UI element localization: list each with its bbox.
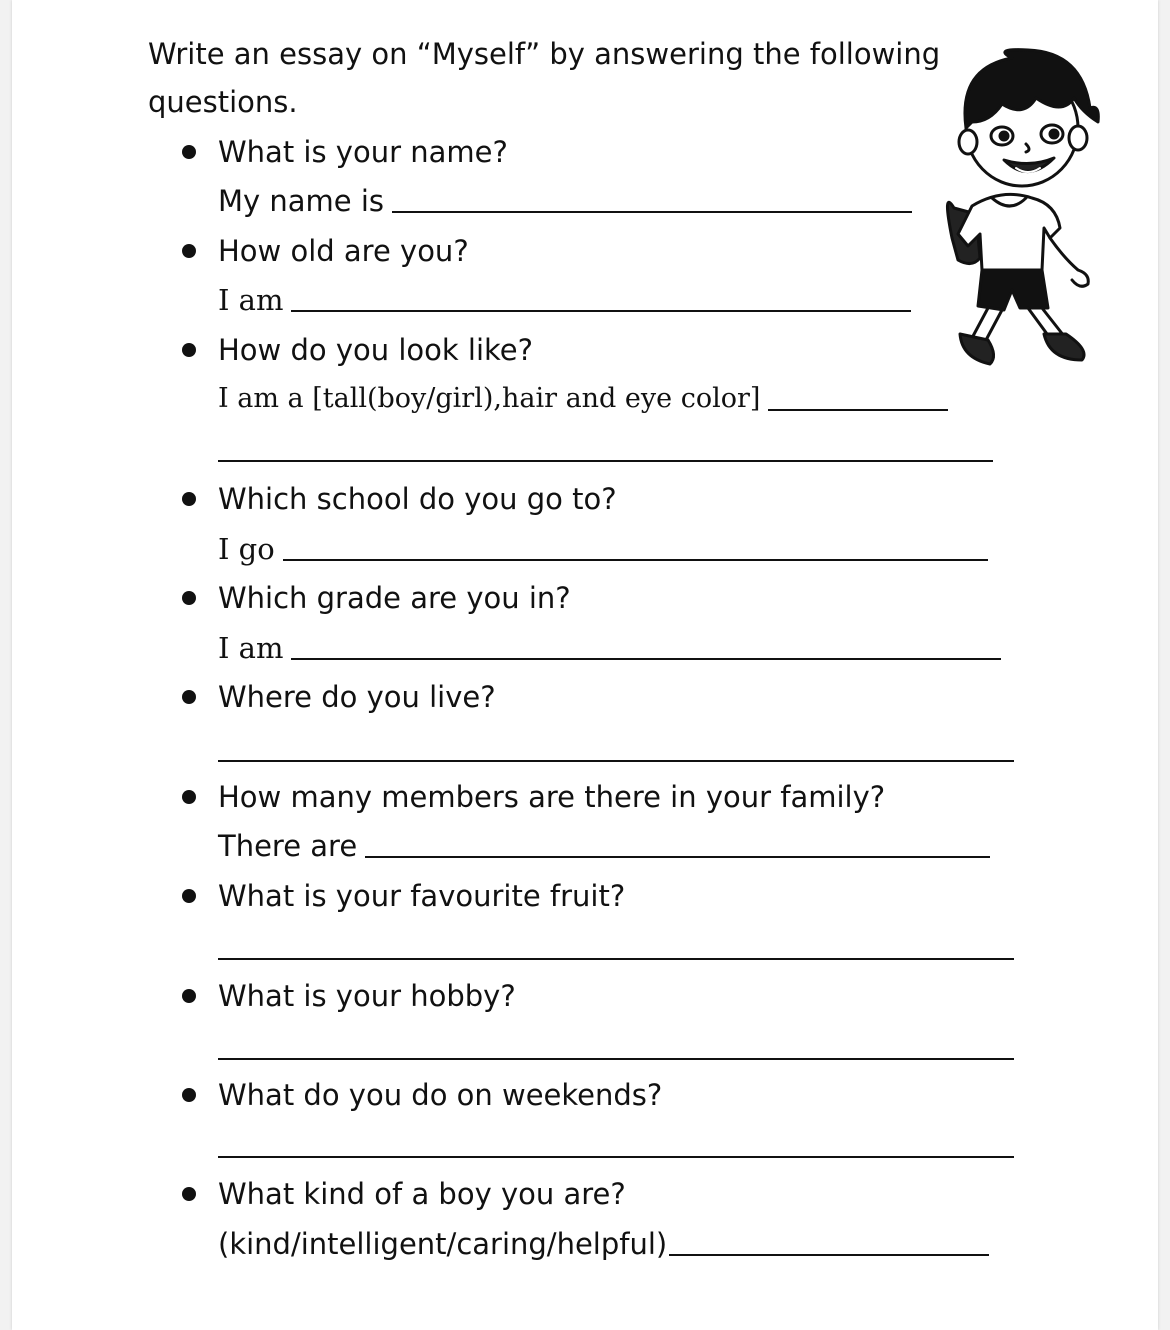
question-1: What is your name? bbox=[218, 135, 508, 169]
bullet-icon bbox=[182, 1088, 196, 1102]
answer-line-10[interactable] bbox=[218, 1156, 1014, 1158]
boy-with-backpack-icon bbox=[932, 38, 1112, 378]
instruction-text: Write an essay on “Myself” by answering the following questions. bbox=[148, 37, 941, 119]
answer-row-4 bbox=[218, 531, 988, 567]
answer-line-8[interactable] bbox=[218, 958, 1014, 960]
question-3: How do you look like? bbox=[218, 333, 534, 367]
answer-prompt-5: I am bbox=[218, 631, 284, 665]
answer-row-1 bbox=[218, 183, 912, 219]
answer-blank-5[interactable] bbox=[291, 657, 1001, 660]
answer-blank-3[interactable] bbox=[768, 408, 948, 411]
answer-blank-11[interactable] bbox=[669, 1253, 989, 1256]
answer-row-7 bbox=[218, 828, 990, 864]
bullet-icon bbox=[182, 790, 196, 804]
answer-prompt-1: My name is bbox=[218, 184, 385, 218]
question-11: What kind of a boy you are? bbox=[218, 1177, 626, 1211]
bullet-icon bbox=[182, 889, 196, 903]
question-5: Which grade are you in? bbox=[218, 581, 571, 615]
answer-prompt-11: (kind/intelligent/caring/helpful) bbox=[218, 1227, 668, 1261]
bullet-icon bbox=[182, 591, 196, 605]
answer-prompt-7: There are bbox=[218, 829, 358, 863]
question-7: How many members are there in your family? bbox=[218, 780, 886, 814]
answer-row-2 bbox=[218, 282, 911, 318]
answer-blank-1[interactable] bbox=[392, 210, 912, 213]
answer-prompt-3: I am a [tall(boy/girl),hair and eye color] bbox=[218, 383, 761, 414]
answer-prompt-2: I am bbox=[218, 283, 284, 317]
bullet-icon bbox=[182, 343, 196, 357]
question-8: What is your favourite fruit? bbox=[218, 879, 626, 913]
answer-line-3b[interactable] bbox=[218, 460, 993, 462]
bullet-icon bbox=[182, 690, 196, 704]
question-2: How old are you? bbox=[218, 234, 469, 268]
answer-row-5 bbox=[218, 630, 1001, 666]
answer-line-6[interactable] bbox=[218, 760, 1014, 762]
question-10: What do you do on weekends? bbox=[218, 1078, 663, 1112]
answer-blank-4[interactable] bbox=[283, 558, 988, 561]
bullet-icon bbox=[182, 989, 196, 1003]
bullet-icon bbox=[182, 145, 196, 159]
question-9: What is your hobby? bbox=[218, 979, 516, 1013]
answer-blank-2[interactable] bbox=[291, 309, 911, 312]
answer-row-3 bbox=[218, 381, 948, 417]
answer-prompt-4: I go bbox=[218, 532, 275, 566]
question-6: Where do you live? bbox=[218, 680, 496, 714]
answer-row-11 bbox=[218, 1226, 989, 1262]
bullet-icon bbox=[182, 492, 196, 506]
bullet-icon bbox=[182, 244, 196, 258]
bullet-icon bbox=[182, 1187, 196, 1201]
answer-blank-7[interactable] bbox=[365, 855, 990, 858]
worksheet-page bbox=[12, 0, 1158, 1330]
question-4: Which school do you go to? bbox=[218, 482, 617, 516]
answer-line-9[interactable] bbox=[218, 1058, 1014, 1060]
